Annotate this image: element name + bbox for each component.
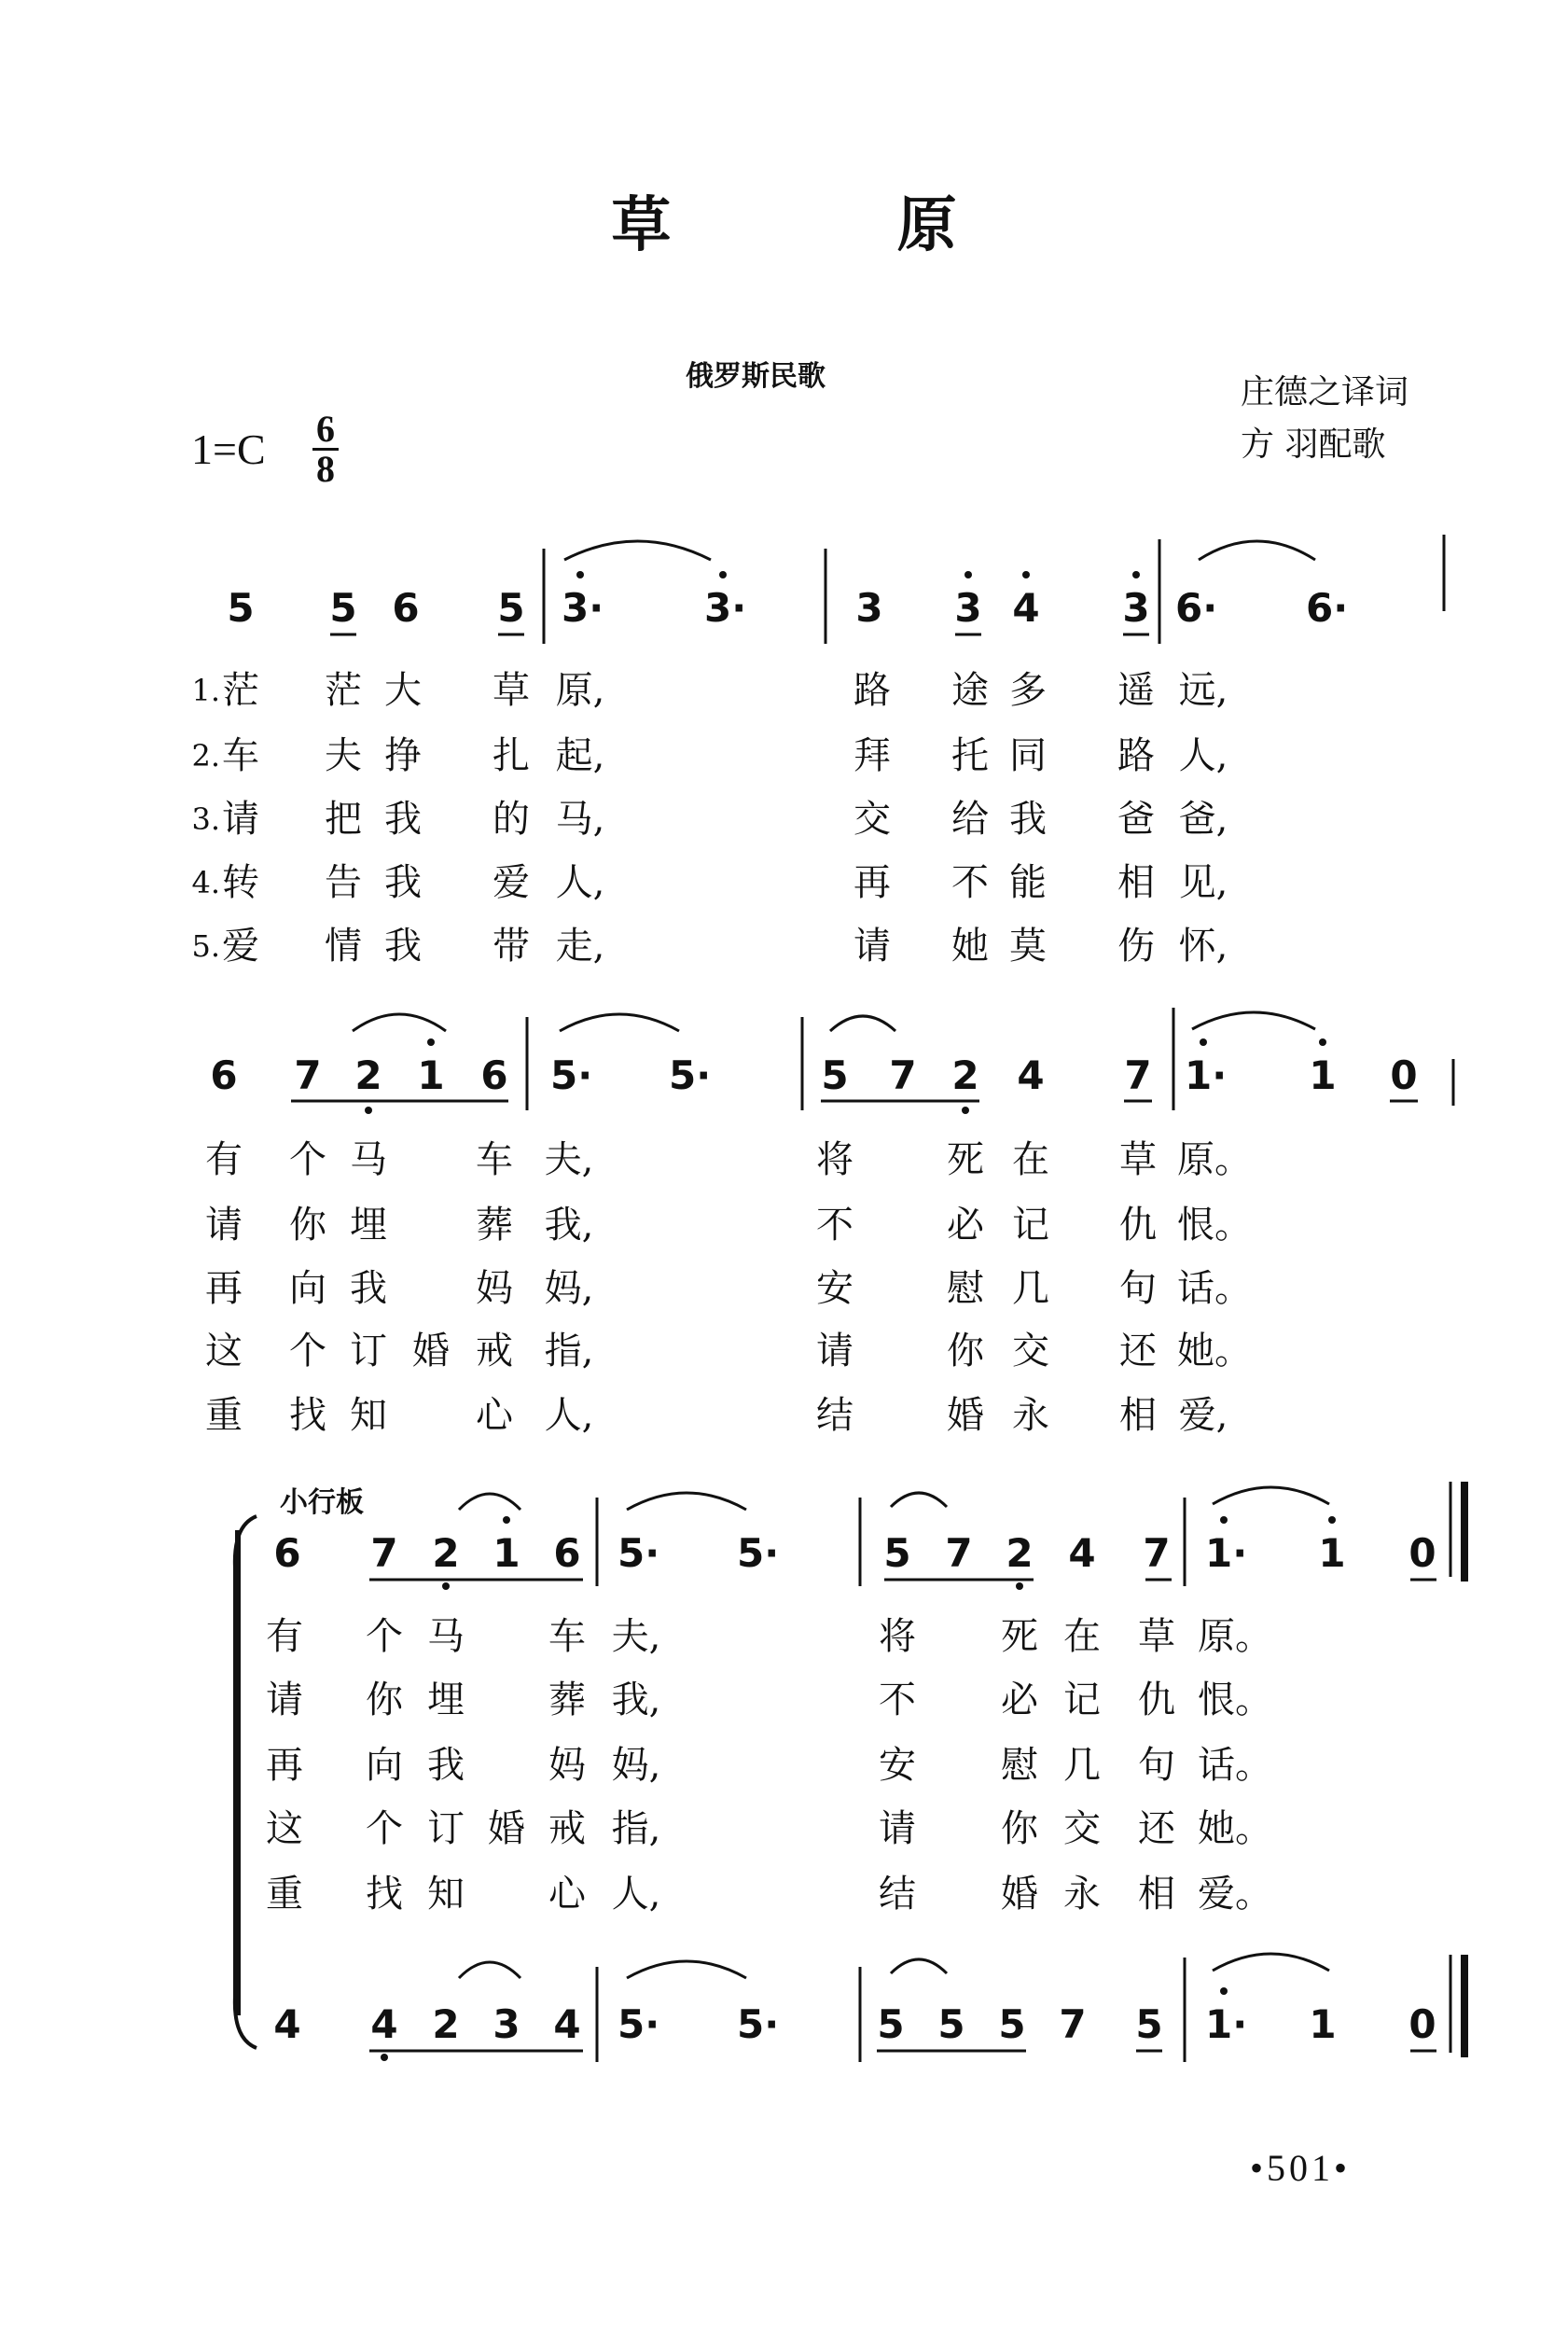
slur [627, 1961, 746, 1978]
lyric-syllable: 草 [1119, 1138, 1157, 1181]
lyric-syllable: 请 [879, 1807, 916, 1850]
lyric-syllable: 请 [205, 1204, 243, 1247]
lyric-syllable: 转 [222, 861, 259, 904]
note: 5· [669, 1052, 712, 1098]
slur [1199, 541, 1315, 560]
time-signature [312, 408, 339, 490]
note: 4 [1017, 1052, 1045, 1098]
lyric-syllable: 安 [879, 1744, 916, 1787]
lyric-syllable: 还 [1138, 1807, 1175, 1850]
note: 6 [553, 1530, 581, 1576]
lyric-syllable: 葬 [476, 1204, 513, 1247]
octave-dot-high [1319, 1038, 1326, 1046]
slur [627, 1493, 746, 1510]
lyric-syllable: 记 [1063, 1679, 1101, 1721]
note: 1 [1309, 2001, 1337, 2047]
lyric-syllable: 埋 [350, 1204, 387, 1247]
lyric-syllable: 话。 [1198, 1744, 1272, 1787]
slur [564, 541, 711, 560]
note: 7 [1124, 1052, 1152, 1098]
slur [1213, 1487, 1329, 1504]
lyric-syllable: 扎 [493, 734, 530, 777]
note: 5· [617, 1530, 660, 1576]
lyric-syllable: 订 [427, 1807, 465, 1850]
note: 1· [1205, 1530, 1248, 1576]
note: 3 [1122, 585, 1150, 631]
lyric-syllable: 人, [1178, 734, 1228, 777]
lyric-syllable: 挣 [384, 734, 422, 777]
lyric-syllable: 几 [1012, 1267, 1049, 1310]
note: 2 [432, 2001, 460, 2047]
lyric-syllable: 有 [266, 1615, 303, 1658]
lyric-syllable: 爱 [493, 861, 530, 904]
verse-number: 4. [191, 865, 220, 900]
note: 5 [1135, 2001, 1163, 2047]
octave-dot-high [1220, 1516, 1228, 1524]
lyric-syllable: 请 [266, 1679, 303, 1721]
lyric-syllable: 订 [350, 1330, 387, 1373]
lyric-syllable: 相 [1119, 1394, 1157, 1437]
verse-number: 1. [191, 673, 220, 708]
lyric-syllable: 走, [555, 925, 605, 968]
octave-dot-low [381, 2054, 388, 2061]
lyric-syllable: 婚 [412, 1330, 450, 1373]
lyric-syllable: 同 [1009, 734, 1047, 777]
lyric-syllable: 能 [1009, 861, 1047, 904]
octave-dot-high [427, 1038, 435, 1046]
lyric-syllable: 夫, [611, 1615, 661, 1658]
lyric-syllable: 人, [555, 861, 605, 904]
lyric-syllable: 再 [205, 1267, 243, 1310]
lyric-syllable: 她 [951, 925, 989, 968]
slur [891, 1493, 947, 1507]
verse-number: 3. [191, 801, 220, 837]
lyric-syllable: 重 [266, 1873, 303, 1916]
lyric-syllable: 安 [816, 1267, 853, 1310]
octave-dot-high [1132, 571, 1140, 578]
lyric-syllable: 这 [205, 1330, 243, 1373]
slur [459, 1494, 520, 1510]
note: 4 [273, 2001, 301, 2047]
note: 1 [1318, 1530, 1346, 1576]
lyric-syllable: 将 [879, 1615, 916, 1658]
lyric-syllable: 再 [266, 1744, 303, 1787]
lyric-syllable: 知 [350, 1394, 387, 1437]
lyric-syllable: 莫 [1009, 925, 1047, 968]
lyric-syllable: 怀, [1178, 925, 1228, 968]
lyric-syllable: 结 [816, 1394, 853, 1437]
note: 2 [432, 1530, 460, 1576]
note: 4 [1068, 1530, 1096, 1576]
verse-number: 2. [191, 738, 220, 773]
note: 6· [1175, 585, 1218, 631]
lyric-syllable: 爱 [222, 925, 259, 968]
note: 6· [1306, 585, 1349, 631]
lyric-syllable: 在 [1012, 1138, 1049, 1181]
lyric-syllable: 情 [325, 925, 362, 968]
note: 6 [392, 585, 420, 631]
lyric-syllable: 有 [205, 1138, 243, 1181]
lyric-syllable: 戒 [476, 1330, 513, 1373]
lyric-syllable: 爸 [1117, 798, 1155, 841]
lyric-syllable: 我, [611, 1679, 661, 1721]
octave-dot-low [442, 1582, 450, 1590]
note: 4 [1012, 585, 1040, 631]
lyric-syllable: 不 [951, 861, 989, 904]
note: 5 [821, 1052, 849, 1098]
lyric-syllable: 向 [289, 1267, 326, 1310]
lyric-syllable: 句 [1138, 1744, 1175, 1787]
note: 5 [227, 585, 255, 631]
lyric-syllable: 车 [222, 734, 259, 777]
lyric-syllable: 仇 [1119, 1204, 1157, 1247]
note: 0 [1408, 1530, 1436, 1576]
tempo-marking: 小行板 [280, 1486, 364, 1519]
octave-dot-high [503, 1516, 510, 1524]
octave-dot-high [964, 571, 972, 578]
lyric-syllable: 这 [266, 1807, 303, 1850]
lyric-syllable: 不 [816, 1204, 853, 1247]
note: 5 [998, 2001, 1026, 2047]
lyric-syllable: 多 [1009, 669, 1047, 712]
lyric-syllable: 必 [947, 1204, 984, 1247]
lyric-syllable: 葬 [548, 1679, 586, 1721]
lyric-syllable: 妈 [548, 1744, 586, 1787]
note: 7 [1143, 1530, 1171, 1576]
note: 4 [370, 2001, 398, 2047]
note: 5 [883, 1530, 911, 1576]
lyric-syllable: 重 [205, 1394, 243, 1437]
lyric-syllable: 交 [1063, 1807, 1101, 1850]
lyric-syllable: 你 [1001, 1807, 1038, 1850]
lyric-syllable: 不 [879, 1679, 916, 1721]
slur [830, 1016, 895, 1031]
note: 3· [562, 585, 604, 631]
lyric-syllable: 夫, [544, 1138, 594, 1181]
song-origin: 俄罗斯民歌 [686, 360, 826, 393]
lyric-syllable: 结 [879, 1873, 916, 1916]
lyric-syllable: 见, [1178, 861, 1228, 904]
lyric-syllable: 心 [548, 1873, 586, 1916]
lyric-syllable: 再 [853, 861, 891, 904]
octave-dot-high [1220, 1987, 1228, 1995]
lyric-syllable: 爱, [1178, 1394, 1228, 1437]
note: 6 [210, 1052, 238, 1098]
lyric-syllable: 你 [366, 1679, 403, 1721]
octave-dot-high [1022, 571, 1030, 578]
lyric-syllable: 你 [289, 1204, 326, 1247]
octave-dot-high [1200, 1038, 1207, 1046]
lyric-syllable: 个 [289, 1138, 326, 1181]
lyric-syllable: 句 [1119, 1267, 1157, 1310]
note: 7 [889, 1052, 917, 1098]
lyric-syllable: 妈, [611, 1744, 661, 1787]
lyric-syllable: 话。 [1177, 1267, 1252, 1310]
lyric-syllable: 的 [493, 798, 530, 841]
lyric-syllable: 指, [611, 1807, 661, 1850]
note: 5 [329, 585, 357, 631]
lyric-syllable: 途 [951, 669, 989, 712]
note: 2 [951, 1052, 979, 1098]
lyric-syllable: 个 [366, 1807, 403, 1850]
lyric-syllable: 我, [544, 1204, 594, 1247]
lyric-syllable: 死 [1001, 1615, 1038, 1658]
lyric-syllable: 交 [1012, 1330, 1049, 1373]
lyric-syllable: 她。 [1198, 1807, 1272, 1850]
note: 0 [1390, 1052, 1418, 1098]
lyric-syllable: 埋 [427, 1679, 465, 1721]
lyric-syllable: 告 [325, 861, 362, 904]
lyric-syllable: 茫 [325, 669, 362, 712]
lyric-syllable: 指, [544, 1330, 594, 1373]
lyric-syllable: 起, [555, 734, 605, 777]
lyric-syllable: 马, [555, 798, 605, 841]
lyric-syllable: 我 [1009, 798, 1047, 841]
lyric-syllable: 将 [816, 1138, 853, 1181]
lyric-syllable: 她。 [1177, 1330, 1252, 1373]
lyric-syllable: 仇 [1138, 1679, 1175, 1721]
slur [891, 1959, 947, 1973]
lyric-syllable: 人, [611, 1873, 661, 1916]
lyric-syllable: 拜 [853, 734, 891, 777]
note: 7 [945, 1530, 973, 1576]
lyric-syllable: 给 [951, 798, 989, 841]
lyric-syllable: 马 [427, 1615, 465, 1658]
slur [353, 1014, 446, 1031]
lyric-syllable: 妈 [476, 1267, 513, 1310]
lyric-syllable: 记 [1012, 1204, 1049, 1247]
note: 7 [370, 1530, 398, 1576]
lyric-syllable: 找 [366, 1873, 403, 1916]
lyric-syllable: 车 [476, 1138, 513, 1181]
lyric-syllable: 婚 [947, 1394, 984, 1437]
note: 5· [550, 1052, 593, 1098]
lyric-syllable: 还 [1119, 1330, 1157, 1373]
note: 2 [1006, 1530, 1034, 1576]
octave-dot-low [962, 1107, 969, 1114]
lyric-syllable: 我 [427, 1744, 465, 1787]
lyric-syllable: 路 [853, 669, 891, 712]
octave-dot-low [1016, 1582, 1023, 1590]
lyric-syllable: 婚 [1001, 1873, 1038, 1916]
lyric-syllable: 我 [384, 798, 422, 841]
note: 5· [617, 2001, 660, 2047]
lyric-syllable: 恨。 [1177, 1204, 1252, 1247]
note: 1· [1185, 1052, 1228, 1098]
note: 6 [480, 1052, 508, 1098]
lyricist-credit: 庄德之译词 [1241, 373, 1409, 411]
lyric-syllable: 找 [289, 1394, 326, 1437]
verse-number: 5. [191, 928, 220, 964]
lyric-syllable: 路 [1117, 734, 1155, 777]
lyric-syllable: 原。 [1198, 1615, 1272, 1658]
note: 5· [737, 2001, 780, 2047]
note: 5 [877, 2001, 905, 2047]
lyric-syllable: 交 [853, 798, 891, 841]
key-signature: 1=C [191, 425, 266, 473]
lyric-syllable: 请 [853, 925, 891, 968]
slur [1213, 1954, 1329, 1971]
note: 3 [855, 585, 883, 631]
lyric-syllable: 在 [1063, 1615, 1101, 1658]
note: 7 [294, 1052, 322, 1098]
lyric-syllable: 我 [350, 1267, 387, 1310]
lyric-syllable: 原, [555, 669, 605, 712]
lyric-syllable: 我 [384, 925, 422, 968]
note: 3· [704, 585, 747, 631]
lyric-syllable: 戒 [548, 1807, 586, 1850]
lyric-syllable: 原。 [1177, 1138, 1252, 1181]
lyric-syllable: 茫 [222, 669, 259, 712]
lyric-syllable: 相 [1117, 861, 1155, 904]
lyric-syllable: 请 [816, 1330, 853, 1373]
lyric-syllable: 车 [548, 1615, 586, 1658]
note: 3 [493, 2001, 520, 2047]
lyric-syllable: 远, [1178, 669, 1228, 712]
note: 1· [1205, 2001, 1248, 2047]
lyric-syllable: 托 [951, 734, 989, 777]
time-signature-denominator: 8 [316, 448, 335, 490]
note: 5 [497, 585, 525, 631]
note: 3 [954, 585, 982, 631]
lyric-syllable: 人, [544, 1394, 594, 1437]
octave-dot-high [576, 571, 584, 578]
octave-dot-low [365, 1107, 372, 1114]
lyric-syllable: 婚 [488, 1807, 525, 1850]
lyric-syllable: 相 [1138, 1873, 1175, 1916]
slur [1192, 1012, 1315, 1029]
lyric-syllable: 伤 [1117, 925, 1155, 968]
lyric-syllable: 我 [384, 861, 422, 904]
note: 1 [1309, 1052, 1337, 1098]
lyric-syllable: 夫 [325, 734, 362, 777]
time-signature-numerator: 6 [312, 411, 339, 451]
note: 1 [493, 1530, 520, 1576]
arranger-credit: 方 羽配歌 [1241, 425, 1386, 464]
lyric-syllable: 你 [947, 1330, 984, 1373]
page-number: •501• [1250, 2147, 1352, 2189]
octave-dot-high [719, 571, 727, 578]
lyric-syllable: 向 [366, 1744, 403, 1787]
note: 5· [737, 1530, 780, 1576]
lyric-syllable: 爱。 [1198, 1873, 1272, 1916]
note: 2 [354, 1052, 382, 1098]
note: 6 [273, 1530, 301, 1576]
lyric-syllable: 遥 [1117, 669, 1155, 712]
lyric-syllable: 必 [1001, 1679, 1038, 1721]
octave-dot-high [1328, 1516, 1336, 1524]
lyric-syllable: 把 [325, 798, 362, 841]
lyric-syllable: 死 [947, 1138, 984, 1181]
page-title: 草 原 [611, 190, 1060, 260]
lyric-syllable: 草 [1138, 1615, 1175, 1658]
lyric-syllable: 个 [289, 1330, 326, 1373]
lyric-syllable: 妈, [544, 1267, 594, 1310]
slur [560, 1014, 679, 1031]
lyric-syllable: 慰 [947, 1267, 984, 1310]
lyric-syllable: 带 [493, 925, 530, 968]
note: 4 [553, 2001, 581, 2047]
lyric-syllable: 知 [427, 1873, 465, 1916]
lyric-syllable: 爸, [1178, 798, 1228, 841]
lyric-syllable: 永 [1063, 1873, 1101, 1916]
lyric-syllable: 草 [493, 669, 530, 712]
slur [459, 1962, 520, 1978]
system-bracket [235, 1516, 257, 2048]
note: 7 [1059, 2001, 1087, 2047]
note: 5 [937, 2001, 965, 2047]
note: 0 [1408, 2001, 1436, 2047]
lyric-syllable: 心 [476, 1394, 513, 1437]
lyric-syllable: 马 [350, 1138, 387, 1181]
lyric-syllable: 请 [222, 798, 259, 841]
lyric-syllable: 恨。 [1198, 1679, 1272, 1721]
lyric-syllable: 慰 [1001, 1744, 1038, 1787]
lyric-syllable: 永 [1012, 1394, 1049, 1437]
note: 1 [417, 1052, 445, 1098]
lyric-syllable: 个 [366, 1615, 403, 1658]
lyric-syllable: 几 [1063, 1744, 1101, 1787]
lyric-syllable: 大 [384, 669, 422, 712]
